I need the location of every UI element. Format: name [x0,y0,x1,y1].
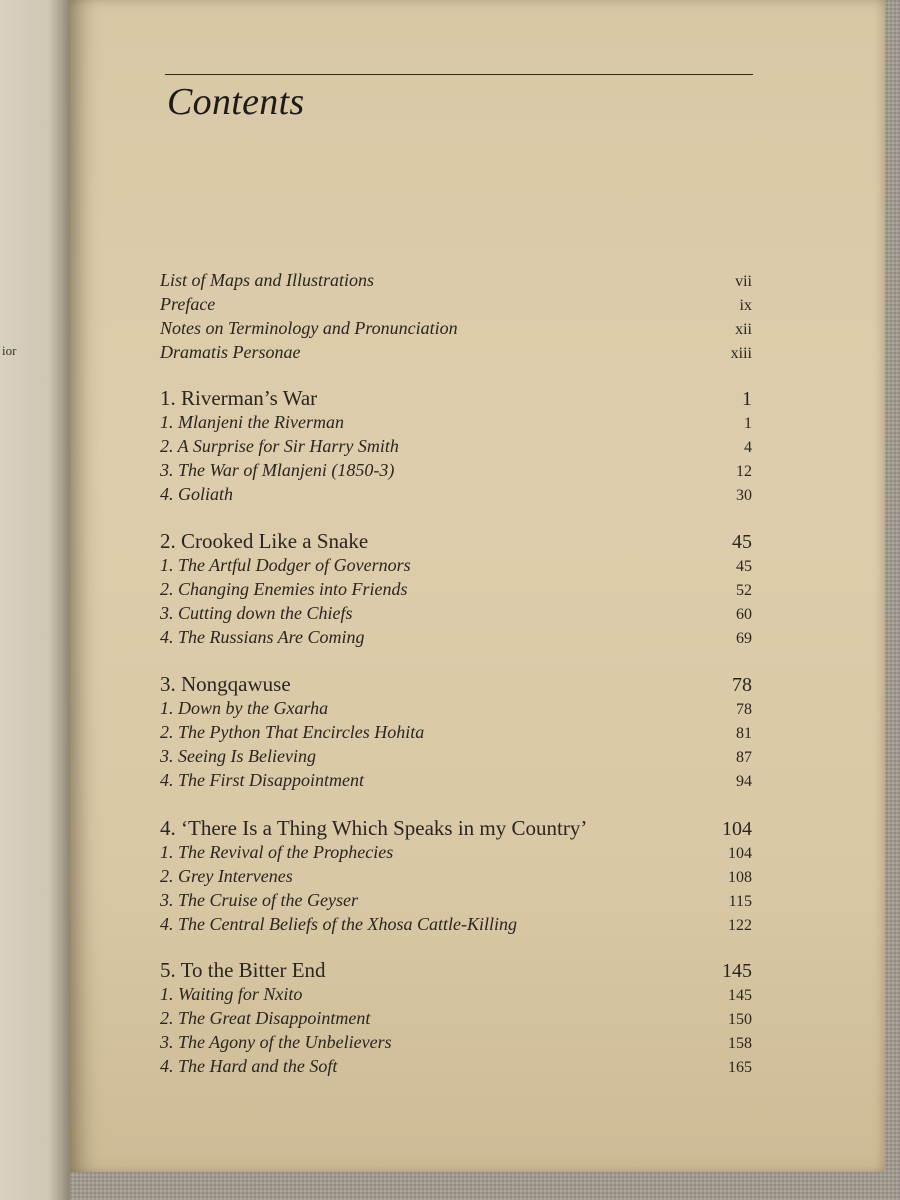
section-entry [160,770,752,794]
section-entry [160,890,752,914]
section-entry [160,1008,752,1032]
chapter-page-number: 78 [732,674,752,696]
section-title: 1. Waiting for Nxito [160,984,303,1004]
section-title: 1. The Artful Dodger of Governors [160,555,411,575]
section-entry [160,698,752,722]
section-page-number: 4 [744,439,752,456]
facing-page-text-fragment: ior [2,343,17,358]
section-entry [160,1056,752,1080]
chapter-entry [160,529,752,553]
section-title: 2. Changing Enemies into Friends [160,579,408,599]
section-page-number: 165 [728,1059,752,1076]
section-entry [160,579,752,603]
front-matter-entry [160,270,752,294]
section-entry [160,984,752,1008]
section-page-number: 158 [728,1035,752,1052]
section-entry [160,436,752,460]
section-title: 2. A Surprise for Sir Harry Smith [160,436,399,456]
section-entry [160,412,752,436]
front-matter-page-number: xiii [730,345,752,362]
section-title: 4. The Central Beliefs of the Xhosa Cattle-Killing [160,914,517,934]
section-title: 2. The Great Disappointment [160,1008,371,1028]
section-title: 3. Cutting down the Chiefs [160,603,353,623]
chapter-page-number: 145 [722,960,752,982]
section-page-number: 87 [736,749,752,766]
front-matter-page-number: xii [735,321,752,338]
section-page-number: 12 [736,463,752,480]
section-page-number: 30 [736,487,752,504]
section-title: 2. Grey Intervenes [160,866,293,886]
section-title: 3. The Agony of the Unbelievers [160,1032,392,1052]
chapter-entry [160,386,752,410]
section-page-number: 115 [728,893,752,910]
chapter-entry [160,816,752,840]
chapter-page-number: 45 [732,531,752,553]
section-title: 4. The Hard and the Soft [160,1056,338,1076]
front-matter-title: List of Maps and Illustrations [160,270,375,290]
section-page-number: 69 [736,630,752,647]
section-page-number: 52 [736,582,752,599]
section-page-number: 1 [744,415,752,432]
section-entry [160,627,752,651]
section-title: 3. The Cruise of the Geyser [160,890,358,910]
chapter-page-number: 104 [722,818,752,840]
section-entry [160,866,752,890]
section-entry [160,746,752,770]
section-title: 4. The Russians Are Coming [160,627,365,647]
section-page-number: 94 [736,773,752,790]
chapter-title: 3. Nongqawuse [160,672,291,696]
section-title: 4. Goliath [160,484,234,504]
chapter-title: 1. Riverman’s War [160,386,318,410]
chapter-title: 2. Crooked Like a Snake [160,529,369,553]
section-title: 4. The First Disappointment [160,770,365,790]
page-title: Contents [167,81,305,123]
section-page-number: 150 [728,1011,752,1028]
section-page-number: 45 [736,558,752,575]
front-matter-page-number: vii [735,273,752,290]
section-page-number: 108 [728,869,752,886]
section-page-number: 78 [736,701,752,718]
section-page-number: 60 [736,606,752,623]
section-title: 1. Mlanjeni the Riverman [160,412,344,432]
chapter-entry [160,958,752,982]
section-title: 1. The Revival of the Prophecies [160,842,394,862]
section-entry [160,842,752,866]
section-page-number: 122 [728,917,752,934]
section-title: 1. Down by the Gxarha [160,698,329,718]
chapter-title: 4. ‘There Is a Thing Which Speaks in my Country’ [160,816,588,840]
front-matter-entry [160,342,752,366]
section-page-number: 104 [728,845,752,862]
chapter-entry [160,672,752,696]
front-matter-page-number: ix [739,297,752,314]
section-title: 3. Seeing Is Believing [160,746,316,766]
section-entry [160,460,752,484]
section-title: 3. The War of Mlanjeni (1850-3) [160,460,395,480]
front-matter-title: Notes on Terminology and Pronunciation [160,318,458,338]
section-page-number: 145 [728,987,752,1004]
section-entry [160,484,752,508]
section-entry [160,603,752,627]
front-matter-entry [160,294,752,318]
section-entry [160,555,752,579]
section-entry [160,914,752,938]
section-page-number: 81 [736,725,752,742]
section-entry [160,1032,752,1056]
front-matter-entry [160,318,752,342]
section-entry [160,722,752,746]
front-matter-title: Preface [160,294,216,314]
chapter-page-number: 1 [742,388,752,410]
front-matter-title: Dramatis Personae [160,342,301,362]
section-title: 2. The Python That Encircles Hohita [160,722,425,742]
chapter-title: 5. To the Bitter End [160,958,326,982]
